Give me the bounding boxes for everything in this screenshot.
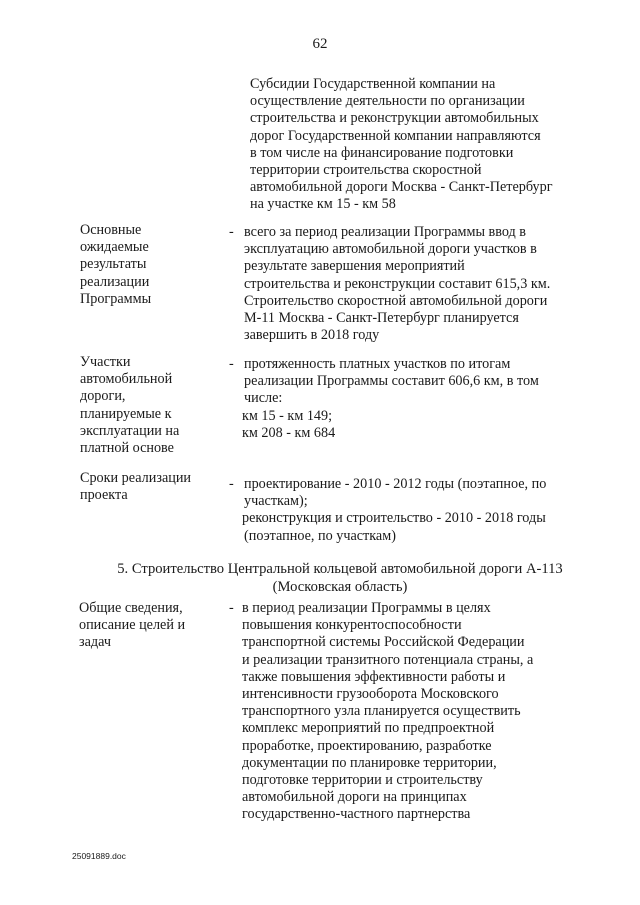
row-dash: -: [229, 600, 234, 616]
text-line: эксплуатацию автомобильной дороги участков в: [244, 241, 537, 258]
row-dash: -: [229, 476, 234, 492]
text-line: также повышения эффективности работы и: [242, 668, 506, 685]
intro-paragraph: [250, 76, 553, 214]
label-line: Общие сведения,: [79, 600, 183, 616]
intro-line: на участке км 15 - км 58: [250, 196, 396, 213]
row-text-timeline: [244, 476, 546, 545]
row-label-toll-sections: [80, 354, 179, 457]
file-name-footer: 25091889.doc: [72, 851, 126, 861]
text-line: протяженность платных участков по итогам: [244, 356, 511, 372]
label-line: проекта: [80, 487, 128, 504]
row-text-toll-sections: [244, 356, 539, 442]
intro-line: территории строительства скоростной: [250, 162, 482, 179]
label-line: платной основе: [80, 440, 174, 457]
text-line: проработке, проектированию, разработке: [242, 737, 492, 754]
label-line: ожидаемые: [80, 239, 149, 256]
row-dash: -: [229, 224, 234, 240]
text-line: (поэтапное, по участкам): [244, 527, 396, 544]
text-line: транспортной системы Российской Федерации: [242, 634, 525, 651]
text-line: Строительство скоростной автомобильной дороги: [244, 292, 548, 309]
row-text-general-info: [242, 600, 533, 824]
intro-line: автомобильной дороги Москва - Санкт-Петербург: [250, 179, 553, 196]
intro-line: Субсидии Государственной компании на: [250, 76, 496, 92]
label-line: Сроки реализации: [80, 470, 192, 486]
label-line: реализации: [80, 273, 150, 290]
text-line: завершить в 2018 году: [244, 327, 380, 344]
label-line: результаты: [80, 256, 147, 273]
text-line: реконструкция и строительство - 2010 - 2018 годы: [242, 510, 546, 527]
row-label-expected-results: [80, 222, 151, 308]
text-line: государственно-частного партнерства: [242, 806, 471, 823]
intro-line: осуществление деятельности по организации: [250, 93, 525, 110]
label-line: Программы: [80, 290, 152, 307]
text-line: транспортного узла планируется осуществить: [242, 703, 521, 720]
label-line: Основные: [80, 222, 142, 238]
page-number: 62: [312, 36, 328, 52]
text-line: всего за период реализации Программы ввод в: [244, 224, 526, 240]
text-line: строительства и реконструкции составит 615,3 км.: [244, 275, 551, 292]
text-line: результате завершения мероприятий: [244, 258, 465, 275]
section-heading: [60, 561, 620, 596]
row-label-timeline: [80, 470, 191, 504]
text-line: проектирование - 2010 - 2012 годы (поэтапное, по: [244, 476, 547, 492]
section-heading-line: (Московская область): [272, 578, 408, 595]
label-line: автомобильной: [80, 371, 173, 388]
intro-line: в том числе на финансирование подготовки: [250, 144, 514, 161]
intro-line: строительства и реконструкции автомобильных: [250, 110, 539, 127]
label-line: описание целей и: [79, 617, 186, 634]
text-line: реализации Программы составит 606,6 км, в том: [244, 373, 539, 390]
intro-line: дорог Государственной компании направляются: [250, 127, 541, 144]
label-line: задач: [79, 634, 111, 651]
text-line: автомобильной дороги на принципах: [242, 789, 467, 806]
text-line: участкам);: [244, 493, 308, 510]
section-heading-line: 5. Строительство Центральной кольцевой автомобильной дороги А-113: [117, 561, 563, 577]
text-line: и реализации транзитного потенциала страны, а: [242, 651, 534, 668]
text-line: км 208 - км 684: [242, 424, 336, 441]
text-line: комплекс мероприятий по предпроектной: [242, 720, 495, 737]
text-line: документации по планировке территории,: [242, 754, 497, 771]
label-line: планируемые к: [80, 405, 172, 422]
label-line: дороги,: [80, 388, 126, 405]
text-line: подготовке территории и строительству: [242, 772, 483, 789]
text-line: М-11 Москва - Санкт-Петербург планируется: [244, 310, 519, 327]
row-dash: -: [229, 356, 234, 372]
label-line: Участки: [80, 354, 131, 370]
text-line: числе:: [244, 390, 283, 407]
row-text-expected-results: [244, 224, 550, 344]
text-line: интенсивности грузооборота Московского: [242, 686, 499, 703]
text-line: в период реализации Программы в целях: [242, 600, 491, 616]
row-label-general-info: [79, 600, 185, 652]
text-line: повышения конкурентоспособности: [242, 617, 462, 634]
label-line: эксплуатации на: [80, 422, 180, 439]
text-line: км 15 - км 149;: [242, 407, 333, 424]
